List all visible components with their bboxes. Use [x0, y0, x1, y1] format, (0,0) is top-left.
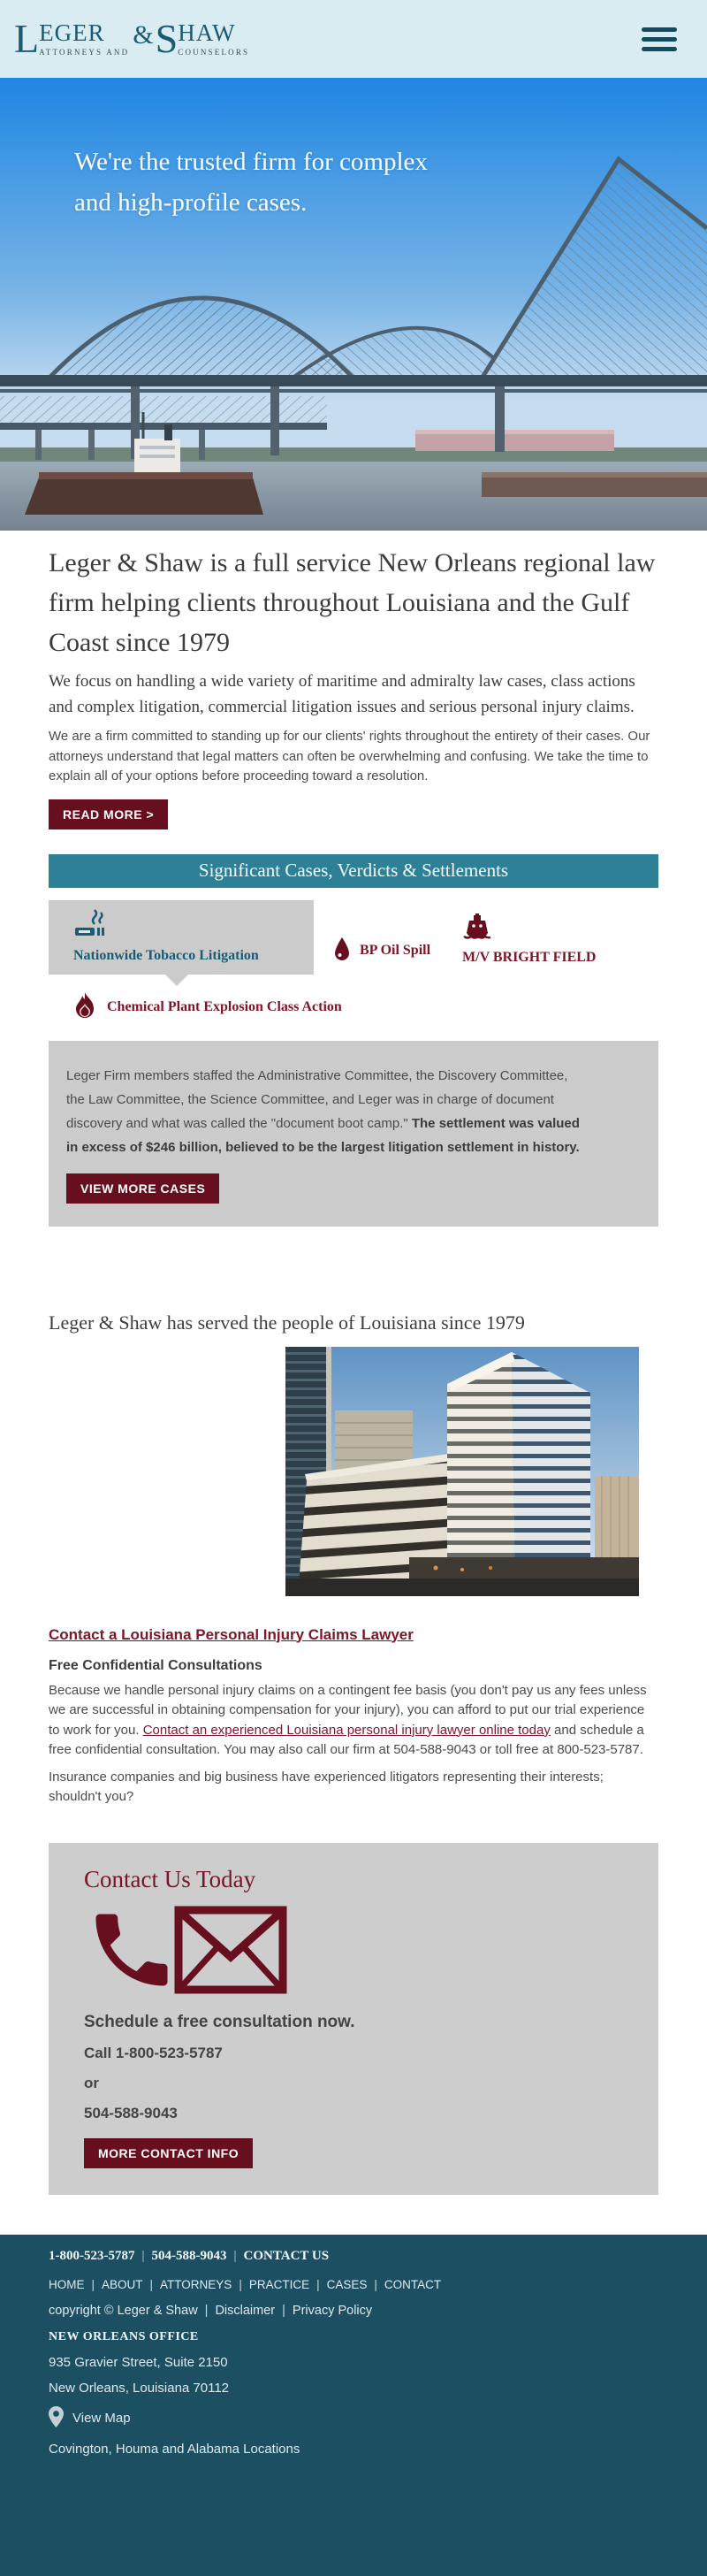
- schedule-text: Schedule a free consultation now.: [84, 2012, 355, 2031]
- consult-text-after: and schedule a free confidential consultation. You may also call our firm at 504-588-9043 or toll free at 800-523-5787.: [49, 1722, 644, 1757]
- envelope-icon: [174, 1906, 287, 1999]
- phone-2[interactable]: 504-588-9043: [84, 2104, 178, 2121]
- firm-logo[interactable]: [14, 16, 250, 61]
- footer-nav-practice[interactable]: PRACTICE |: [249, 2278, 327, 2291]
- call-phone-1[interactable]: Call 1-800-523-5787: [84, 2044, 223, 2061]
- office-building-photo: [285, 1347, 639, 1596]
- consultations-paragraph: [49, 1681, 658, 1761]
- served-heading: Leger & Shaw has served the people of Louisiana since 1979: [49, 1311, 525, 1334]
- footer-address-line2: New Orleans, Louisiana 70112: [49, 2380, 230, 2396]
- view-map-label[interactable]: View Map: [72, 2411, 131, 2426]
- site-footer: [0, 2235, 707, 2576]
- footer-privacy-link[interactable]: Privacy Policy: [292, 2303, 373, 2318]
- contact-online-link[interactable]: Contact an experienced Louisiana personal injury lawyer online today: [142, 1722, 551, 1738]
- logo-tagline-right: COUNSELORS: [178, 48, 250, 57]
- tab-mv-bright-field[interactable]: [462, 913, 596, 966]
- tab-label: Nationwide Tobacco Litigation: [73, 947, 259, 963]
- logo-tagline-left: ATTORNEYS AND: [39, 48, 130, 57]
- case-detail-text: Leger Firm members staffed the Administrative Committee, the Discovery Committee, the Law Committee, the Science Committee, and Leger was in charge of document discovery and what was called the "document boot camp.": [66, 1067, 568, 1131]
- insurance-paragraph: Insurance companies and big business have experienced litigators representing their interests; shouldn't you?: [49, 1769, 604, 1804]
- significant-cases-banner: Significant Cases, Verdicts & Settlements: [49, 854, 658, 888]
- footer-phone-tollfree[interactable]: 1-800-523-5787 |: [49, 2249, 152, 2264]
- footer-phone-local[interactable]: 504-588-9043 |: [152, 2249, 244, 2264]
- footer-nav-contact[interactable]: CONTACT: [384, 2277, 442, 2291]
- tab-label: M/V BRIGHT FIELD: [462, 949, 597, 965]
- contact-injury-lawyer-link[interactable]: Contact a Louisiana Personal Injury Claims Lawyer: [49, 1625, 414, 1643]
- case-tabs-row2: [75, 992, 658, 1023]
- case-detail-panel: [49, 1041, 658, 1227]
- footer-nav: [49, 2278, 658, 2291]
- footer-nav-home[interactable]: HOME |: [49, 2278, 102, 2291]
- view-more-cases-button[interactable]: VIEW MORE CASES: [66, 1173, 219, 1204]
- consult-text-before: Because we handle personal injury claims on a contingent fee basis (you don't pay us any fees unless we are successful in obtaining compensation for your injury), you can afford to put our trial experience to work for you.: [49, 1682, 647, 1738]
- tab-nationwide-tobacco-litigation[interactable]: [49, 900, 314, 975]
- footer-disclaimer-link[interactable]: Disclaimer |: [215, 2304, 292, 2318]
- footer-office-label: NEW ORLEANS OFFICE: [49, 2329, 199, 2343]
- ship-icon: [462, 913, 492, 948]
- contact-panel-title: Contact Us Today: [84, 1865, 256, 1892]
- footer-nav-cases[interactable]: CASES |: [327, 2278, 384, 2291]
- logo-cap-s: S: [155, 16, 179, 61]
- footer-other-locations: Covington, Houma and Alabama Locations: [49, 2441, 300, 2457]
- logo-cap-l: L: [14, 16, 40, 61]
- contact-us-panel: [49, 1843, 658, 2195]
- tab-chemical-plant-explosion[interactable]: [75, 992, 342, 1023]
- footer-address-line1: 935 Gravier Street, Suite 2150: [49, 2354, 228, 2370]
- phone-icon: [84, 1902, 179, 2002]
- site-header: [0, 0, 707, 78]
- map-pin-icon: [49, 2406, 64, 2431]
- footer-contact-us-link[interactable]: CONTACT US: [243, 2248, 330, 2263]
- case-detail-text-bold: The settlement was valued in excess of $246 billion, believed to be the largest litigation settlement in history.: [66, 1115, 580, 1155]
- hero-headline-line2: and high-profile cases.: [74, 188, 308, 218]
- hero-headline-line1: We're the trusted firm for complex: [74, 148, 428, 176]
- logo-ampersand: &: [133, 20, 154, 50]
- oil-drop-icon: [333, 936, 351, 966]
- intro-subheading: We focus on handling a wide variety of maritime and admiralty law cases, class actions and complex litigation, commercial litigation issues and serious personal injury claims.: [49, 672, 635, 716]
- cigarette-icon: [73, 908, 314, 944]
- page-title: Leger & Shaw is a full service New Orleans regional law firm helping clients throughout Louisiana and the Gulf Coast since 1979: [49, 548, 656, 657]
- tab-label: BP Oil Spill: [360, 943, 431, 958]
- footer-phone-row: [49, 2249, 658, 2264]
- logo-rest-eger: EGER: [39, 19, 105, 46]
- free-consultations-heading: Free Confidential Consultations: [49, 1657, 262, 1673]
- hero-headline: [74, 141, 428, 224]
- footer-copyright: copyright © Leger & Shaw |: [49, 2304, 215, 2318]
- or-text: or: [84, 2074, 99, 2091]
- logo-rest-haw: HAW: [178, 19, 236, 46]
- flame-icon: [75, 992, 95, 1023]
- main-content: [0, 531, 707, 2235]
- footer-view-map[interactable]: [49, 2406, 658, 2431]
- hero-section: [0, 78, 707, 531]
- read-more-button[interactable]: READ MORE >: [49, 799, 168, 829]
- case-tabs: [49, 900, 658, 975]
- more-contact-info-button[interactable]: MORE CONTACT INFO: [84, 2138, 253, 2168]
- tab-label: Chemical Plant Explosion Class Action: [107, 999, 342, 1014]
- hamburger-menu-icon[interactable]: [642, 27, 677, 51]
- tab-bp-oil-spill[interactable]: [333, 936, 430, 966]
- footer-nav-about[interactable]: ABOUT |: [102, 2278, 160, 2291]
- footer-nav-attorneys[interactable]: ATTORNEYS |: [160, 2278, 249, 2291]
- footer-copyright-row: [49, 2304, 658, 2318]
- intro-paragraph: We are a firm committed to standing up for our clients' rights throughout the entirety of their cases. Our attorneys understand that legal matters can often be overwhelming and confusing. We take the time to explain all of your options before proceeding toward a resolution.: [49, 729, 650, 784]
